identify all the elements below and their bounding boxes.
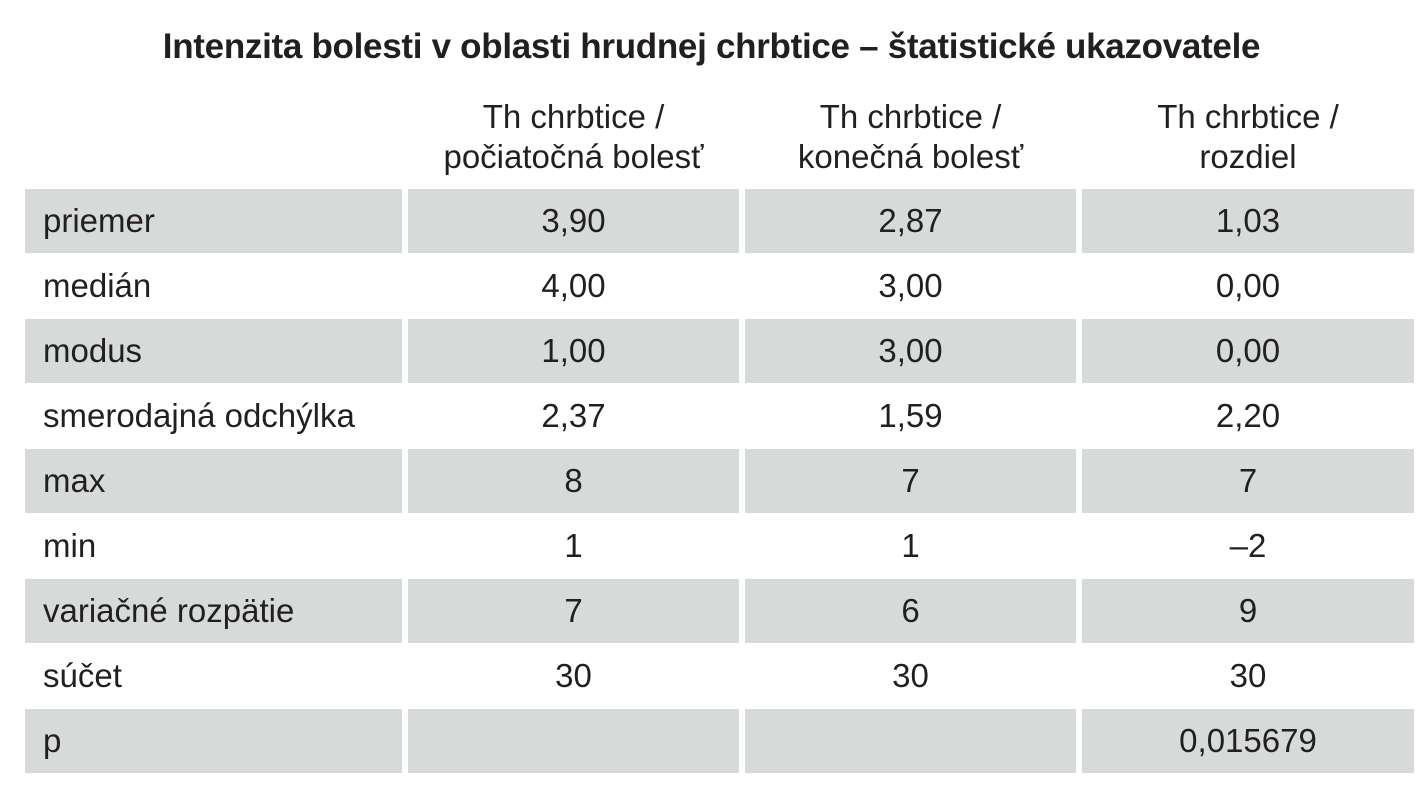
table-cell: 30 — [745, 644, 1076, 709]
statistics-table — [19, 88, 1420, 774]
table-cell: 9 — [1082, 579, 1414, 644]
table-cell: 2,87 — [745, 189, 1076, 254]
table-title: Intenzita bolesti v oblasti hrudnej chrbtice – štatistické ukazovatele — [162, 27, 1261, 66]
table-row — [25, 449, 1414, 514]
header-row — [25, 88, 1414, 189]
row-label: max — [25, 449, 402, 514]
table-cell: 1 — [745, 514, 1076, 579]
table-row — [25, 254, 1414, 319]
column-header-initial-pain — [408, 88, 739, 189]
row-label: priemer — [25, 189, 402, 254]
row-label: smerodajná odchýlka — [25, 384, 402, 449]
table-cell — [745, 709, 1076, 774]
table-row — [25, 644, 1414, 709]
row-label: medián — [25, 254, 402, 319]
table-cell: 3,00 — [745, 254, 1076, 319]
table-cell: 4,00 — [408, 254, 739, 319]
column-header-final-pain — [745, 88, 1076, 189]
row-label: variačné rozpätie — [25, 579, 402, 644]
column-header-difference — [1082, 88, 1414, 189]
table-cell: 1,00 — [408, 319, 739, 384]
header-corner-cell — [25, 88, 402, 189]
table-cell: 30 — [1082, 644, 1414, 709]
table-cell: 30 — [408, 644, 739, 709]
table-row — [25, 384, 1414, 449]
table-row — [25, 319, 1414, 384]
table-row — [25, 189, 1414, 254]
table-cell: 7 — [745, 449, 1076, 514]
table-row — [25, 514, 1414, 579]
row-label: p — [25, 709, 402, 774]
table-cell: 8 — [408, 449, 739, 514]
table-cell: 0,00 — [1082, 254, 1414, 319]
table-cell: 3,90 — [408, 189, 739, 254]
table-header — [25, 88, 1414, 189]
table-cell — [408, 709, 739, 774]
table-cell: 1,59 — [745, 384, 1076, 449]
table-row — [25, 709, 1414, 774]
column-header-line: počiatočná bolesť — [443, 137, 704, 175]
table-cell: 2,20 — [1082, 384, 1414, 449]
table-cell: 1,03 — [1082, 189, 1414, 254]
row-label: modus — [25, 319, 402, 384]
column-header-line: Th chrbtice / — [482, 97, 665, 135]
column-header-line: konečná bolesť — [797, 137, 1024, 175]
table-cell: 2,37 — [408, 384, 739, 449]
table-cell: 3,00 — [745, 319, 1076, 384]
column-header-line: Th chrbtice / — [819, 97, 1002, 135]
table-cell: 7 — [1082, 449, 1414, 514]
table-cell: –2 — [1082, 514, 1414, 579]
row-label: min — [25, 514, 402, 579]
column-header-line: rozdiel — [1199, 137, 1297, 175]
table-row — [25, 579, 1414, 644]
table-cell: 7 — [408, 579, 739, 644]
column-header-line: Th chrbtice / — [1157, 97, 1339, 135]
table-cell: 0,015679 — [1082, 709, 1414, 774]
table-body — [25, 189, 1414, 774]
table-cell: 0,00 — [1082, 319, 1414, 384]
row-label: súčet — [25, 644, 402, 709]
table-cell: 1 — [408, 514, 739, 579]
table-cell: 6 — [745, 579, 1076, 644]
